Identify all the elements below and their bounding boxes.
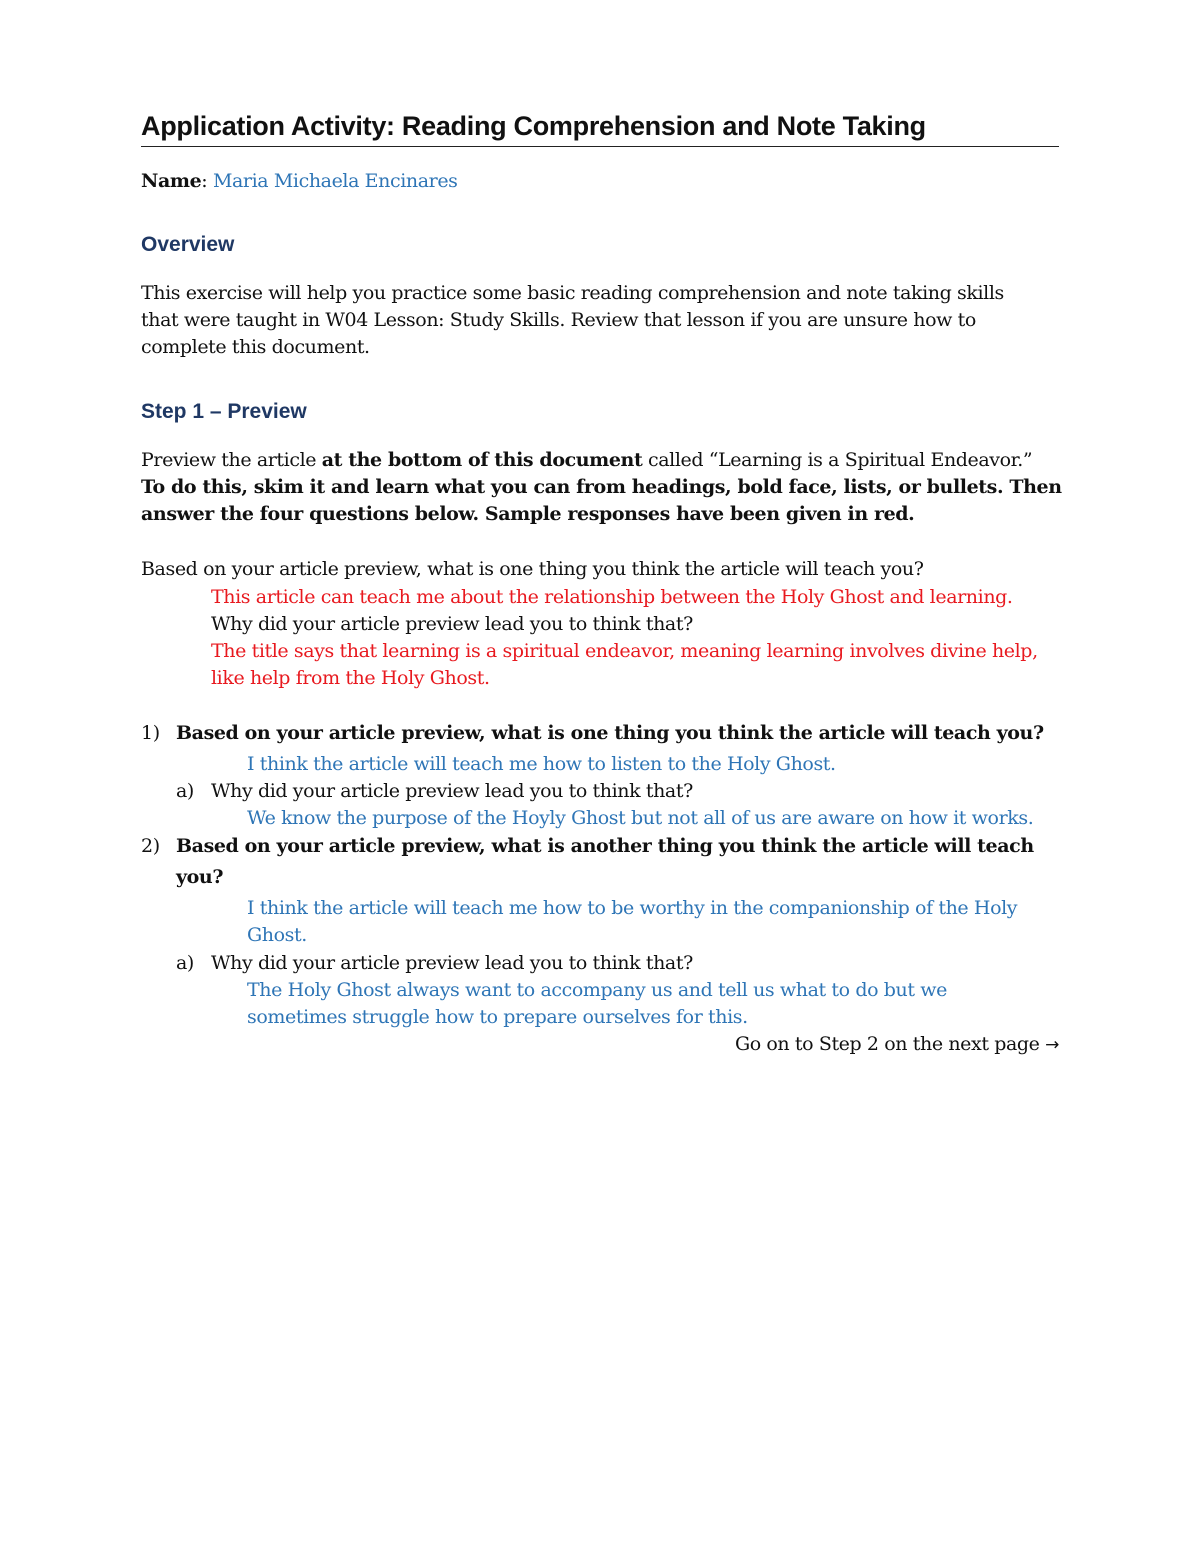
name-value: Maria Michaela Encinares (212, 170, 458, 192)
question-number: 2) (141, 835, 160, 857)
overview-line: This exercise will help you practice some basic reading comprehension and note taking skills (141, 282, 1004, 304)
sub-question-number: a) (176, 780, 194, 802)
arrow-right-icon: → (1045, 1035, 1059, 1055)
answer-text: I think the article will teach me how to listen to the Holy Ghost. (247, 753, 836, 775)
title-underline (141, 146, 1059, 147)
step1-instructions (141, 447, 1062, 528)
answer-text: I think the article will teach me how to be worthy in the companionship of the Holy (247, 897, 1018, 919)
name-line: Name: Maria Michaela Encinares (141, 170, 458, 192)
step1-intro-line: Preview the article at the bottom of this document called “Learning is a Spiritual Endeavor.” (141, 449, 1033, 471)
sample-question: Based on your article preview, what is one thing you think the article will teach you? (141, 558, 924, 580)
overview-line: complete this document. (141, 336, 370, 358)
sub-answer-text: The Holy Ghost always want to accompany us and tell us what to do but we (247, 979, 947, 1001)
sub-question-text: Why did your article preview lead you to think that? (211, 780, 693, 802)
sub-answer-text: We know the purpose of the Hoyly Ghost but not all of us are aware on how it works. (247, 807, 1034, 829)
step1-intro-line: To do this, skim it and learn what you can from headings, bold face, lists, or bullets. Then (141, 476, 1062, 498)
question-text: Based on your article preview, what is another thing you think the article will teach (176, 835, 1034, 857)
sub-question-number: a) (176, 952, 194, 974)
question-text: Based on your article preview, what is one thing you think the article will teach you? (176, 722, 1044, 744)
overview-heading: Overview (141, 233, 235, 256)
name-label: Name (141, 170, 202, 192)
question-number: 1) (141, 722, 160, 744)
step1-intro-line: answer the four questions below. Sample responses have been given in red. (141, 503, 915, 525)
answer-text: Ghost. (247, 924, 307, 946)
sample-answer: This article can teach me about the relationship between the Holy Ghost and learning. (211, 586, 1013, 608)
sample-followup-answer: like help from the Holy Ghost. (211, 667, 490, 689)
sample-followup-answer: The title says that learning is a spiritual endeavor, meaning learning involves divine help, (211, 640, 1038, 662)
sub-answer-text: sometimes struggle how to prepare ourselves for this. (247, 1006, 748, 1028)
question-text: you? (176, 866, 224, 888)
overview-line: that were taught in W04 Lesson: Study Skills. Review that lesson if you are unsure how to (141, 309, 976, 331)
page-title: Application Activity: Reading Comprehension and Note Taking (141, 111, 926, 141)
step1-heading: Step 1 – Preview (141, 400, 307, 423)
next-page-note (735, 1031, 1059, 1059)
next-page-label: Go on to Step 2 on the next page (734, 1033, 1040, 1055)
sample-followup: Why did your article preview lead you to think that? (211, 613, 693, 635)
sub-question-text: Why did your article preview lead you to think that? (211, 952, 693, 974)
overview-paragraph (141, 280, 1041, 361)
